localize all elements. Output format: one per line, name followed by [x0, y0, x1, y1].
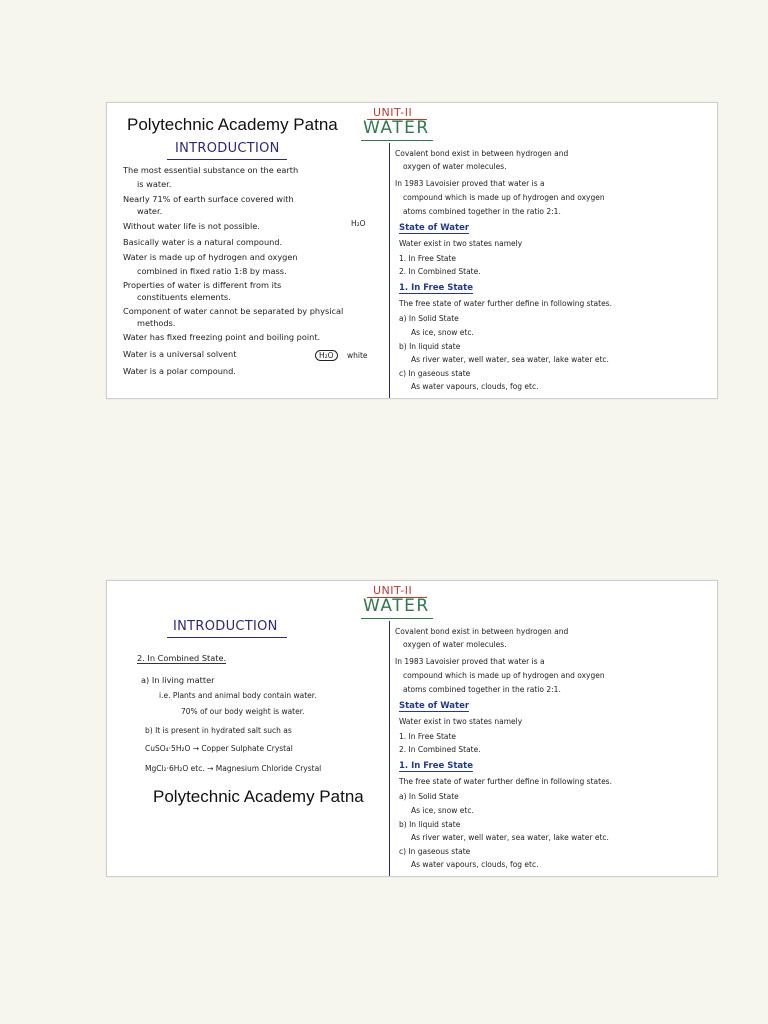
note-line: Properties of water is different from its: [123, 280, 282, 290]
right-line: b) In liquid state: [399, 820, 461, 829]
water-heading: WATER: [363, 596, 430, 616]
note-line: Water is a universal solvent: [123, 349, 237, 359]
free-state-heading: 1. In Free State: [399, 761, 473, 771]
water-underline: [361, 618, 433, 619]
right-line: a) In Solid State: [399, 314, 459, 323]
slide-1: [106, 102, 718, 399]
water-underline: [361, 140, 433, 141]
right-line: 1. In Free State: [399, 254, 457, 263]
right-line: Water exist in two states namely: [399, 717, 523, 726]
right-line: oxygen of water molecules.: [403, 162, 507, 171]
right-line: 2. In Combined State.: [399, 745, 481, 754]
note-line: constituents elements.: [137, 292, 231, 302]
slide-2: [106, 580, 718, 877]
note-line: is water.: [137, 179, 172, 189]
note-line: Without water life is not possible.: [123, 221, 260, 231]
right-line: Water exist in two states namely: [399, 239, 523, 248]
right-line: compound which is made up of hydrogen and oxygen: [403, 193, 605, 202]
right-line: c) In gaseous state: [399, 847, 471, 856]
unit-label: UNIT-II: [373, 106, 413, 119]
note-line: Component of water cannot be separated by physical: [123, 306, 344, 316]
right-line: c) In gaseous state: [399, 369, 471, 378]
right-line: As water vapours, clouds, fog etc.: [411, 860, 539, 869]
right-line: compound which is made up of hydrogen and oxygen: [403, 671, 605, 680]
note-line: The most essential substance on the earth: [123, 165, 299, 175]
right-line: In 1983 Lavoisier proved that water is a: [395, 657, 545, 666]
h2o-circled-annotation: H₂O: [315, 350, 338, 361]
free-state-heading: 1. In Free State: [399, 283, 473, 293]
combined-state-heading: 2. In Combined State.: [137, 653, 227, 663]
state-of-water-heading: State of Water: [399, 701, 470, 711]
note-line: combined in fixed ratio 1:8 by mass.: [137, 266, 287, 276]
right-line: atoms combined together in the ratio 2:1.: [403, 207, 561, 216]
note-line: Nearly 71% of earth surface covered with: [123, 194, 294, 204]
note-line: MgCl₂·6H₂O etc. → Magnesium Chloride Crystal: [145, 764, 322, 773]
right-line: atoms combined together in the ratio 2:1.: [403, 685, 561, 694]
right-line: As ice, snow etc.: [411, 806, 474, 815]
right-line: As ice, snow etc.: [411, 328, 474, 337]
right-line: In 1983 Lavoisier proved that water is a: [395, 179, 545, 188]
right-line: Covalent bond exist in between hydrogen and: [395, 149, 569, 158]
right-line: Covalent bond exist in between hydrogen and: [395, 627, 569, 636]
right-line: b) In liquid state: [399, 342, 461, 351]
h2o-circled-note: white: [347, 351, 368, 360]
right-line: 2. In Combined State.: [399, 267, 481, 276]
right-line: oxygen of water molecules.: [403, 640, 507, 649]
note-line: Water is a polar compound.: [123, 366, 236, 376]
right-line: As river water, well water, sea water, lake water etc.: [411, 833, 609, 842]
introduction-heading: INTRODUCTION: [175, 141, 280, 156]
h2o-annotation: H₂O: [351, 219, 366, 228]
state-of-water-heading: State of Water: [399, 223, 470, 233]
note-line: b) It is present in hydrated salt such as: [145, 726, 292, 735]
note-line: i.e. Plants and animal body contain water.: [159, 691, 317, 700]
note-line: Basically water is a natural compound.: [123, 237, 283, 247]
right-line: 1. In Free State: [399, 732, 457, 741]
water-heading: WATER: [363, 118, 430, 138]
note-line: CuSO₄·5H₂O → Copper Sulphate Crystal: [145, 744, 293, 753]
intro-underline: [167, 637, 287, 638]
right-line: The free state of water further define in following states.: [399, 299, 612, 308]
academy-title: Polytechnic Academy Patna: [127, 115, 338, 134]
column-divider: [389, 143, 390, 398]
right-line: The free state of water further define in following states.: [399, 777, 612, 786]
right-line: a) In Solid State: [399, 792, 459, 801]
note-line: 70% of our body weight is water.: [181, 707, 305, 716]
introduction-heading: INTRODUCTION: [173, 619, 278, 634]
column-divider: [389, 621, 390, 876]
unit-label: UNIT-II: [373, 584, 413, 597]
academy-title: Polytechnic Academy Patna: [153, 787, 364, 806]
note-line: water.: [137, 206, 163, 216]
right-line: As water vapours, clouds, fog etc.: [411, 382, 539, 391]
note-line: methods.: [137, 318, 176, 328]
right-line: As river water, well water, sea water, lake water etc.: [411, 355, 609, 364]
note-line: Water is made up of hydrogen and oxygen: [123, 252, 298, 262]
intro-underline: [167, 159, 287, 160]
note-line: Water has fixed freezing point and boiling point.: [123, 332, 321, 342]
note-line: a) In living matter: [141, 675, 215, 685]
